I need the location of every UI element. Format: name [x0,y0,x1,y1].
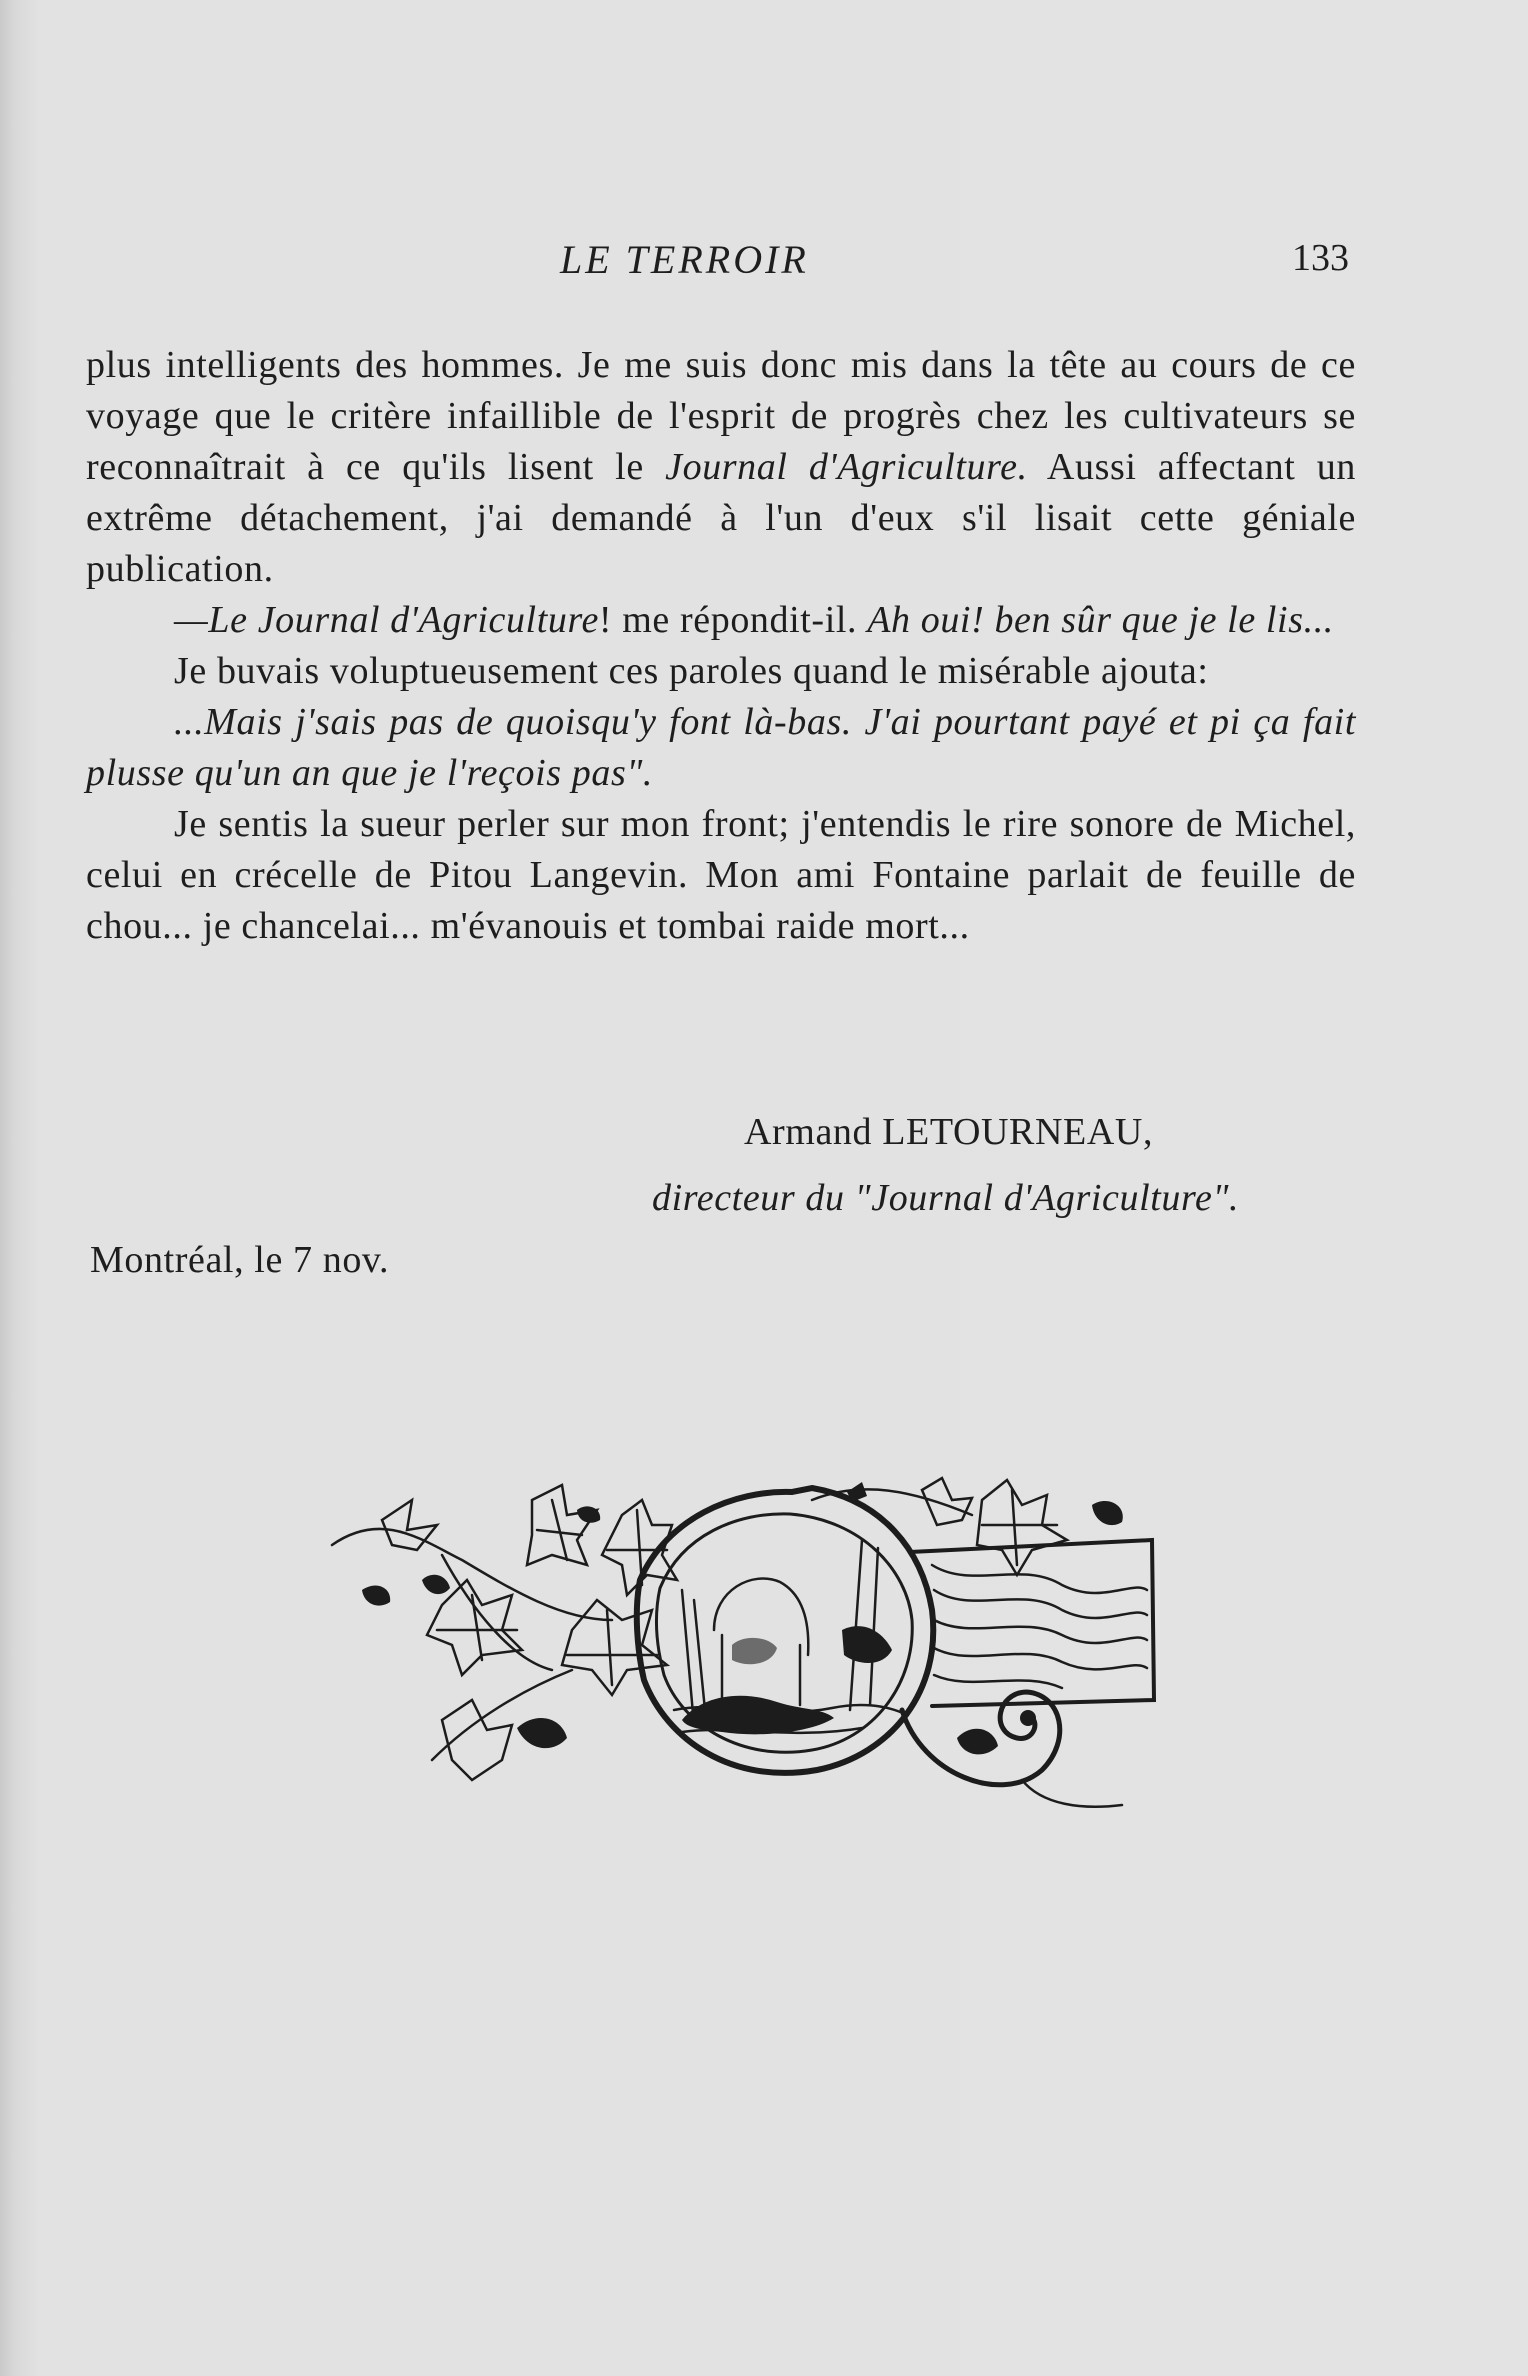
paragraph-4: ...Mais j'sais pas de quoisqu'y font là-bas. J'ai pourtant payé et pi ça fait plusse qu'un an que je l'reçois pas". [86,701,1356,794]
page-number: 133 [1292,237,1349,279]
journal-title-italic: Journal d'Agriculture. [665,446,1028,488]
paragraph-1-text: plus intelligents des hommes. Je me suis donc mis dans la tête au cours de ce voyage que le critère infaillible de l'esprit de progrès chez les cultivateurs se reconnaîtrait à ce qu'ils lisent le [86,344,1356,488]
body-text [86,340,1356,952]
paragraph-2-answer: Ah oui! ben sûr que je le lis... [867,599,1334,641]
author-name: Armand LETOURNEAU, [744,1111,1154,1153]
paragraph-2-reply: ! me répondit-il. [598,599,868,641]
paragraph-2-quote: —Le Journal d'Agriculture [174,599,599,641]
paragraph-3: Je buvais voluptueusement ces paroles quand le misérable ajouta: [174,650,1209,692]
vignette-ornament-icon [322,1470,1172,1830]
author-title: directeur du "Journal d'Agriculture". [652,1177,1240,1219]
place-date: Montréal, le 7 nov. [90,1239,390,1281]
paragraph-1 [86,340,1356,595]
paragraph-2 [86,595,1356,646]
paragraph-1-rest: Aussi affectant un extrême détachement, j'ai demandé à l'un d'eux s'il lisait cette géniale publication. [86,446,1356,590]
running-title: LE TERROIR [560,237,809,282]
paragraph-5: Je sentis la sueur perler sur mon front; j'entendis le rire sonore de Michel, celui en crécelle de Pitou Langevin. Mon ami Fontaine parlait de feuille de chou... je chancelai... m'évanouis et tombai raide mort... [86,803,1356,947]
running-head [0,236,1528,296]
